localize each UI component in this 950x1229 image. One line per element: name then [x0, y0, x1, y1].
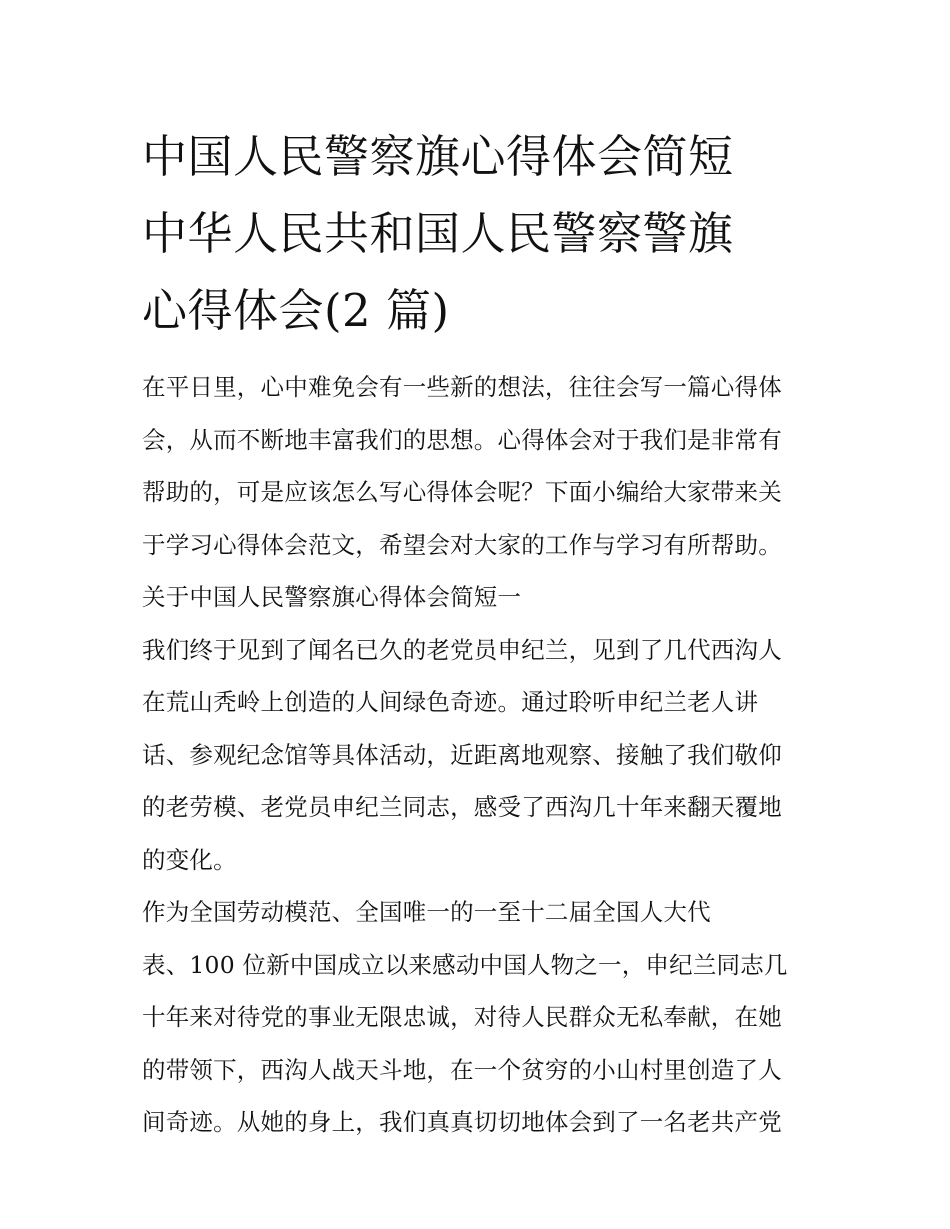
body-line: 在荒山秃岭上创造的人间绿色奇迹。通过聆听申纪兰老人讲: [142, 688, 759, 716]
body-line: 的带领下，西沟人战天斗地，在一个贫穷的小山村里创造了人: [142, 1055, 782, 1084]
body-line: 会，从而不断地丰富我们的思想。心得体会对于我们是非常有: [142, 425, 782, 454]
title-line: 中华人民共和国人民警察警旗: [142, 207, 734, 260]
body-line: 间奇迹。从她的身上，我们真真切切地体会到了一名老共产党: [142, 1108, 782, 1136]
document-page: [142, 118, 822, 1149]
body-line: 的老劳模、老党员申纪兰同志，感受了西沟几十年来翻天覆地: [142, 793, 782, 821]
body-line: 的变化。: [142, 845, 237, 874]
body-line: 在平日里，心中难免会有一些新的想法，往往会写一篇心得体: [142, 373, 782, 401]
body-line: 帮助的，可是应该怎么写心得体会呢？下面小编给大家带来关: [142, 478, 782, 506]
title-line: 心得体会(2 篇): [142, 284, 450, 337]
body-line: 话、参观纪念馆等具体活动，近距离地观察、接触了我们敬仰: [142, 740, 782, 769]
body-line: 作为全国劳动模范、全国唯一的一至十二届全国人大代: [142, 898, 711, 926]
document-body: [142, 361, 822, 1149]
document-title: [142, 118, 822, 349]
title-line: 中国人民警察旗心得体会简短: [142, 130, 734, 183]
body-line: 表、100 位新中国成立以来感动中国人物之一，申纪兰同志几: [142, 950, 788, 979]
section-heading: 关于中国人民警察旗心得体会简短一: [142, 583, 522, 611]
body-line: 十年来对待党的事业无限忠诚，对待人民群众无私奉献，在她: [142, 1003, 782, 1031]
body-line: 我们终于见到了闻名已久的老党员申纪兰，见到了几代西沟人: [142, 635, 782, 664]
body-line: 于学习心得体会范文，希望会对大家的工作与学习有所帮助。: [142, 530, 782, 559]
